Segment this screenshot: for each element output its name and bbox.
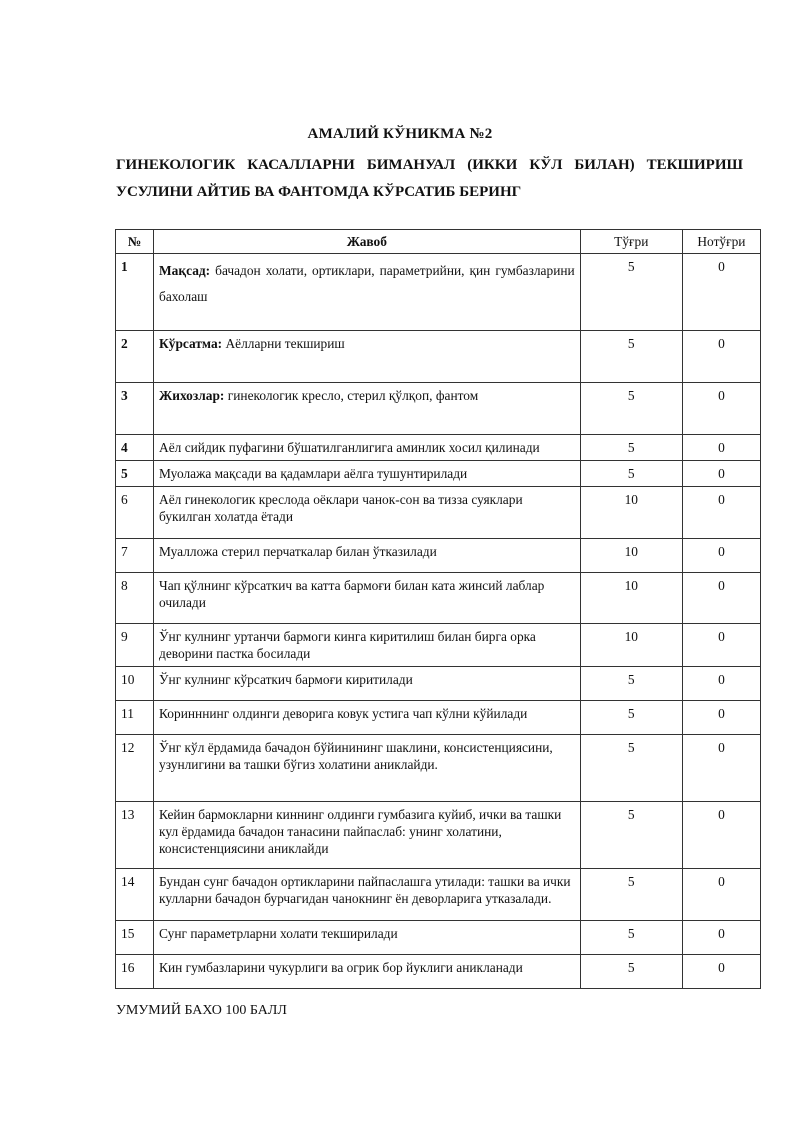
table-row — [116, 869, 761, 921]
row-correct: 5 — [580, 667, 682, 701]
row-num: 10 — [116, 667, 154, 701]
row-num: 14 — [116, 869, 154, 921]
row-incorrect: 0 — [682, 624, 760, 667]
table-header-row — [116, 230, 761, 254]
table-row — [116, 667, 761, 701]
row-text — [154, 254, 581, 331]
row-num: 4 — [116, 435, 154, 461]
row-text: Ўнг кулнинг уртанчи бармоги кинга киритилиш билан бирга орка деворини пастка босилади — [154, 624, 581, 667]
row-incorrect: 0 — [682, 921, 760, 955]
row-text: Ўнг кулнинг кўрсаткич бармоғи киритилади — [154, 667, 581, 701]
row-text: Ўнг кўл ёрдамида бачадон бўйинининг шаклини, консистенциясини, узунлигини ва ташки бўгиз холатини аниклайди. — [154, 735, 581, 802]
row-incorrect: 0 — [682, 331, 760, 383]
header-correct: Тўғри — [580, 230, 682, 254]
row-num: 13 — [116, 802, 154, 869]
row-label: Кўрсатма: — [159, 336, 223, 351]
row-incorrect: 0 — [682, 435, 760, 461]
table-row — [116, 331, 761, 383]
table-row — [116, 802, 761, 869]
row-num: 7 — [116, 539, 154, 573]
row-text: Муолажа мақсади ва қадамлари аёлга тушунтирилади — [154, 461, 581, 487]
row-correct: 5 — [580, 435, 682, 461]
total-score: УМУМИЙ БАХО 100 БАЛЛ — [116, 1003, 287, 1018]
row-num: 1 — [116, 254, 154, 331]
row-num: 12 — [116, 735, 154, 802]
row-num: 2 — [116, 331, 154, 383]
row-correct: 10 — [580, 539, 682, 573]
row-text: Кейин бармокларни киннинг олдинги гумбазига куйиб, ички ва ташки кул ёрдамида бачадон танасини пайпаслаб: унинг холатини, консистенциясини аниклайди — [154, 802, 581, 869]
table-row — [116, 735, 761, 802]
table-row — [116, 383, 761, 435]
row-num: 11 — [116, 701, 154, 735]
table-row — [116, 921, 761, 955]
table-row — [116, 461, 761, 487]
header-answer: Жавоб — [154, 230, 581, 254]
row-correct: 5 — [580, 869, 682, 921]
row-num: 9 — [116, 624, 154, 667]
row-correct: 5 — [580, 701, 682, 735]
row-correct: 10 — [580, 487, 682, 539]
row-incorrect: 0 — [682, 254, 760, 331]
row-num: 6 — [116, 487, 154, 539]
row-incorrect: 0 — [682, 667, 760, 701]
row-correct: 5 — [580, 254, 682, 331]
row-text: Кин гумбазларини чукурлиги ва огрик бор йуклиги аникланади — [154, 955, 581, 989]
row-incorrect: 0 — [682, 955, 760, 989]
row-text-body: Аёлларни текшириш — [225, 336, 345, 351]
row-text: Чап қўлнинг кўрсаткич ва катта бармоғи билан ката жинсий лаблар очилади — [154, 573, 581, 624]
row-incorrect: 0 — [682, 802, 760, 869]
table-row — [116, 624, 761, 667]
row-text: Аёл сийдик пуфагини бўшатилганлигига аминлик хосил қилинади — [154, 435, 581, 461]
row-incorrect: 0 — [682, 383, 760, 435]
row-correct: 5 — [580, 383, 682, 435]
row-text-body: гинекологик кресло, стерил қўлқоп, фантом — [227, 388, 479, 403]
row-num: 15 — [116, 921, 154, 955]
row-correct: 5 — [580, 461, 682, 487]
row-correct: 5 — [580, 735, 682, 802]
table-row — [116, 435, 761, 461]
row-text: Муалложа стерил перчаткалар билан ўтказилади — [154, 539, 581, 573]
row-text: Бундан сунг бачадон ортикларини пайпаслашга утилади: ташки ва ички кулларни бачадон бурчагидан чанокнинг ён деворларига утказалади. — [154, 869, 581, 921]
row-correct: 5 — [580, 331, 682, 383]
row-correct: 5 — [580, 955, 682, 989]
row-label: Жихозлар: — [159, 388, 225, 403]
row-incorrect: 0 — [682, 539, 760, 573]
row-incorrect: 0 — [682, 461, 760, 487]
table-row — [116, 701, 761, 735]
header-num: № — [116, 230, 154, 254]
header-incorrect: Нотўғри — [682, 230, 760, 254]
row-text: Сунг параметрларни холати текширилади — [154, 921, 581, 955]
row-correct: 10 — [580, 624, 682, 667]
row-correct: 5 — [580, 802, 682, 869]
row-num: 16 — [116, 955, 154, 989]
row-label: Мақсад: — [159, 263, 211, 278]
subtitle-line-1: ГИНЕКОЛОГИК КАСАЛЛАРНИ БИМАНУАЛ (ИККИ КЎЛ БИЛАН) ТЕКШИРИШ — [116, 157, 743, 173]
assessment-table — [115, 229, 761, 989]
row-text: Коринннинг олдинги деворига ковук устига чап кўлни кўйилади — [154, 701, 581, 735]
subtitle-line-2: УСУЛИНИ АЙТИБ ВА ФАНТОМДА КЎРСАТИБ БЕРИНГ — [116, 184, 522, 200]
row-incorrect: 0 — [682, 487, 760, 539]
table-row — [116, 254, 761, 331]
document-subtitle — [116, 152, 743, 206]
row-incorrect: 0 — [682, 701, 760, 735]
row-correct: 5 — [580, 921, 682, 955]
table-row — [116, 573, 761, 624]
table-row — [116, 955, 761, 989]
document-title: АМАЛИЙ КЎНИКМА №2 — [307, 126, 493, 142]
table-row — [116, 539, 761, 573]
row-text: Аёл гинекологик креслода оёклари чанок-сон ва тизза суяклари букилган холатда ётади — [154, 487, 581, 539]
table-row — [116, 487, 761, 539]
row-correct: 10 — [580, 573, 682, 624]
row-num: 3 — [116, 383, 154, 435]
row-text — [154, 383, 581, 435]
row-text — [154, 331, 581, 383]
row-incorrect: 0 — [682, 869, 760, 921]
row-num: 8 — [116, 573, 154, 624]
row-incorrect: 0 — [682, 573, 760, 624]
row-incorrect: 0 — [682, 735, 760, 802]
row-num: 5 — [116, 461, 154, 487]
row-text-body: бачадон холати, ортиклари, параметрийни, қин гумбазларини бахолаш — [159, 263, 575, 304]
